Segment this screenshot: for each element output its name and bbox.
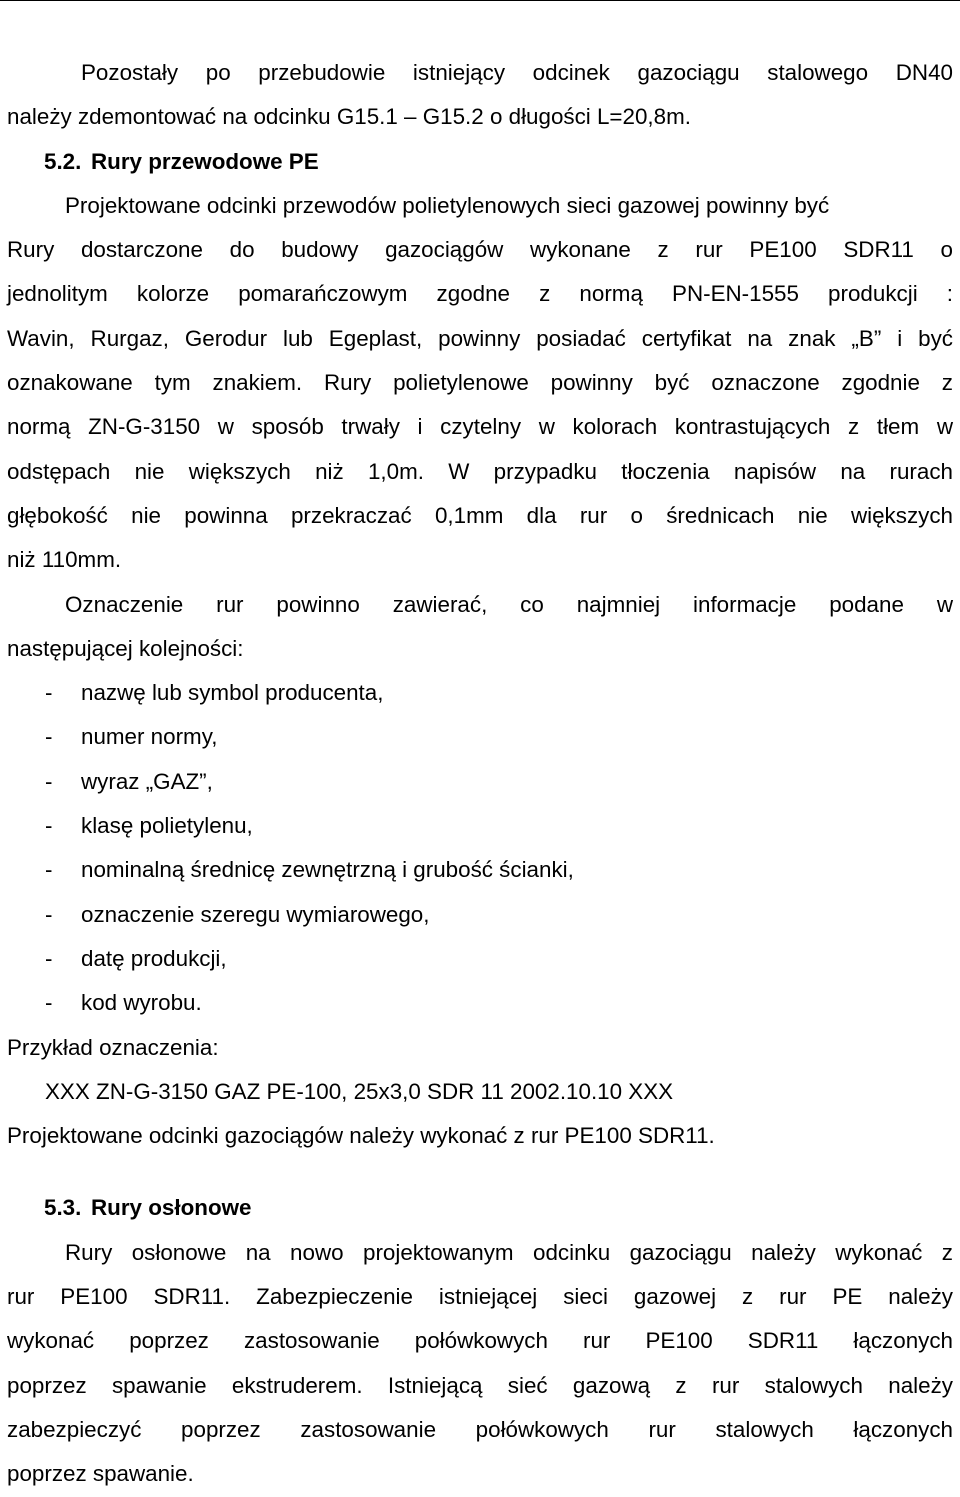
paragraph-line: jednolitym kolorze pomarańczowym zgodne z normą PN-EN-1555 produkcji :	[7, 281, 953, 307]
paragraph-line: poprzez spawanie.	[7, 1461, 194, 1487]
paragraph-line: głębokość nie powinna przekraczać 0,1mm dla rur o średnicach nie większych	[7, 502, 953, 528]
list-dash: -	[45, 680, 53, 706]
list-dash: -	[45, 813, 53, 839]
list-item: - numer normy,	[7, 715, 953, 759]
intro-line-2: należy zdemontować na odcinku G15.1 – G15.2 o długości L=20,8m.	[7, 104, 691, 130]
paragraph-line: rur PE100 SDR11. Zabezpieczenie istniejącej sieci gazowej z rur PE należy	[7, 1284, 953, 1310]
marking-intro-line: Oznaczenie rur powinno zawierać, co najmniej informacje podane w	[65, 591, 953, 617]
section-number: 5.3.	[44, 1195, 82, 1221]
section-spacer	[7, 1158, 953, 1186]
list-item: - klasę polietylenu,	[7, 804, 953, 848]
list-dash: -	[45, 768, 53, 794]
marking-intro-line: następującej kolejności:	[7, 635, 244, 661]
list-dash: -	[45, 724, 53, 750]
section-heading-5-2	[7, 140, 953, 184]
paragraph-line: oznakowane tym znakiem. Rury polietylenowe powinny być oznaczone zgodnie z	[7, 370, 953, 396]
list-item: - wyraz „GAZ”,	[7, 760, 953, 804]
paragraph-line: Rury dostarczone do budowy gazociągów wykonane z rur PE100 SDR11 o	[7, 237, 953, 263]
paragraph-line: Projektowane odcinki przewodów polietylenowych sieci gazowej powinny być	[65, 192, 830, 218]
paragraph-line: normą ZN-G-3150 w sposób trwały i czytelny w kolorach kontrastujących z tłem w	[7, 414, 953, 440]
intro-line-1: Pozostały po przebudowie istniejący odcinek gazociągu stalowego DN40	[81, 60, 953, 85]
paragraph-line: zabezpieczyć poprzez zastosowanie połówkowych rur stalowych łączonych	[7, 1416, 953, 1442]
paragraph-line: poprzez spawanie ekstruderem. Istniejącą sieć gazową z rur stalowych należy	[7, 1372, 953, 1398]
list-item: - nazwę lub symbol producenta,	[7, 671, 953, 715]
section-title: Rury osłonowe	[91, 1195, 252, 1221]
closing-line: Projektowane odcinki gazociągów należy wykonać z rur PE100 SDR11.	[7, 1123, 715, 1149]
document-page	[7, 51, 953, 1497]
section-heading-5-3	[7, 1186, 953, 1230]
list-item: - datę produkcji,	[7, 937, 953, 981]
section-number: 5.2.	[44, 148, 82, 174]
list-item: - nominalną średnicę zewnętrzną i grubość ścianki,	[7, 848, 953, 892]
paragraph-line: Wavin, Rurgaz, Gerodur lub Egeplast, powinny posiadać certyfikat na znak „B” i być	[7, 325, 953, 351]
example-value: XXX ZN-G-3150 GAZ PE-100, 25x3,0 SDR 11 2002.10.10 XXX	[45, 1078, 674, 1104]
list-dash: -	[45, 945, 53, 971]
paragraph-line: wykonać poprzez zastosowanie połówkowych rur PE100 SDR11 łączonych	[7, 1328, 953, 1354]
section-title: Rury przewodowe PE	[91, 148, 319, 174]
paragraph-line: Rury osłonowe na nowo projektowanym odcinku gazociągu należy wykonać z	[65, 1239, 953, 1265]
list-item: - oznaczenie szeregu wymiarowego,	[7, 893, 953, 937]
top-border-line	[0, 0, 960, 1]
list-dash: -	[45, 990, 53, 1016]
list-dash: -	[45, 857, 53, 883]
list-item: - kod wyrobu.	[7, 981, 953, 1025]
marking-list	[7, 671, 953, 1025]
paragraph-line: odstępach nie większych niż 1,0m. W przypadku tłoczenia napisów na rurach	[7, 458, 953, 484]
example-label: Przykład oznaczenia:	[7, 1034, 219, 1060]
paragraph-line: niż 110mm.	[7, 547, 122, 573]
list-dash: -	[45, 901, 53, 927]
